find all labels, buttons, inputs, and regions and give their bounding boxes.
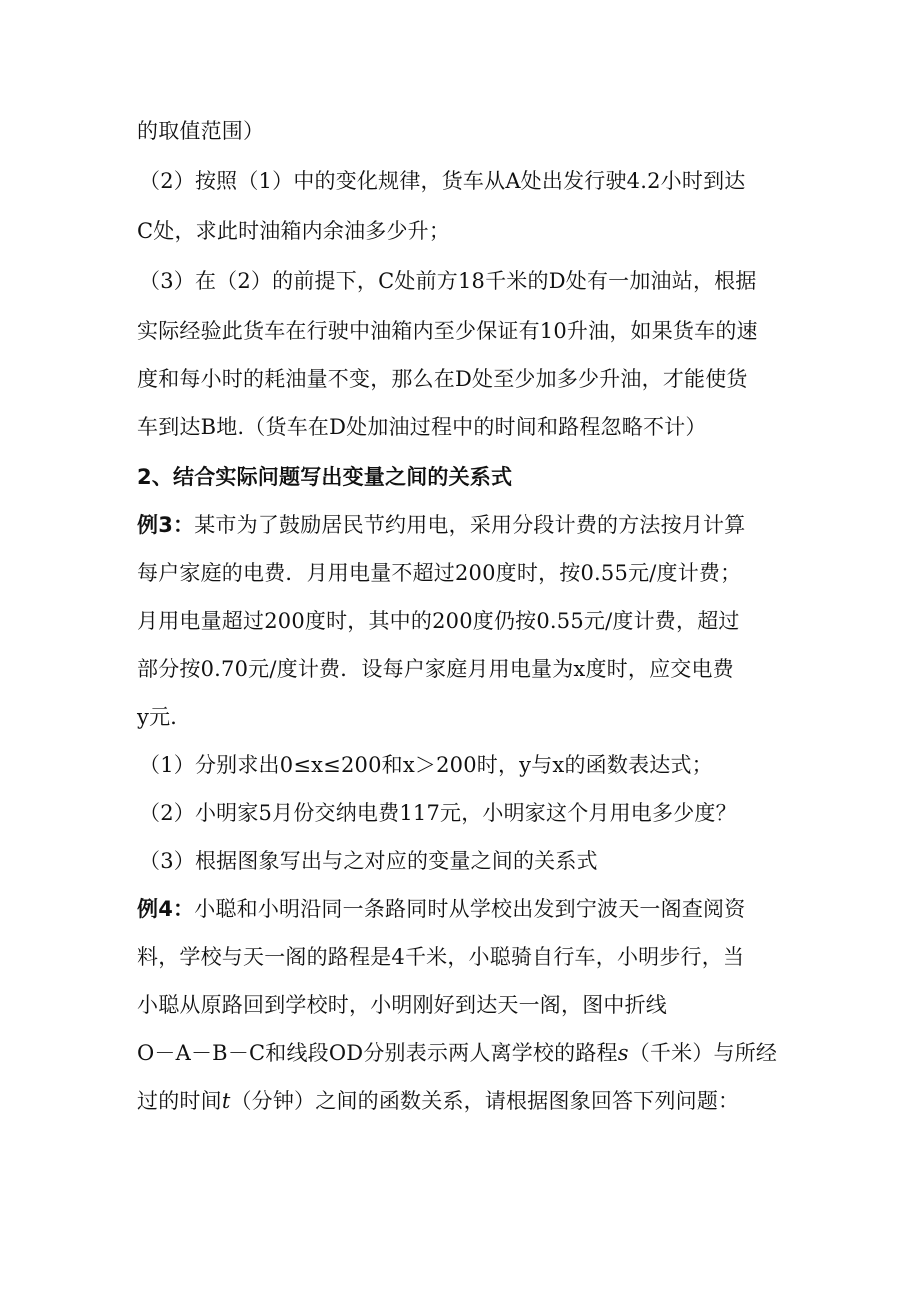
question-2: （2）按照（1）中的变化规律，货车从A处出发行驶4.2小时到达: [139, 169, 746, 193]
text-line: 的取值范围）: [137, 119, 265, 143]
text-line: C处，求此时油箱内余油多少升；: [137, 219, 451, 243]
text-line: y元．: [137, 705, 192, 729]
text-span: （千米）与所经: [628, 1041, 778, 1065]
text-line: 每户家庭的电费．月用电量不超过200度时，按0.55元/度计费；: [137, 561, 742, 585]
example-label: 例3：: [137, 513, 195, 537]
text-line: 部分按0.70元/度计费．设每户家庭月用电量为x度时，应交电费: [137, 657, 734, 681]
variable-s: s: [617, 1041, 629, 1065]
question-2: （2）小明家5月份交纳电费117元，小明家这个月用电多少度？: [139, 801, 737, 825]
text-span: 小聪和小明沿同一条路同时从学校出发到宁波天一阁查阅资: [194, 897, 746, 921]
question-3: （3）根据图象写出与之对应的变量之间的关系式: [139, 849, 598, 873]
question-3: （3）在（2）的前提下，C处前方18千米的D处有一加油站，根据: [139, 269, 757, 293]
text-span: 过的时间: [137, 1089, 222, 1113]
text-line: 实际经验此货车在行驶中油箱内至少保证有10升油，如果货车的速: [137, 319, 758, 343]
text-line: [137, 1038, 777, 1068]
variable-t: t: [221, 1089, 231, 1113]
question-1: （1）分别求出0≤x≤200和x＞200时，y与x的函数表达式；: [139, 753, 713, 777]
text-line: 料，学校与天一阁的路程是4千米，小聪骑自行车，小明步行，当: [137, 945, 745, 969]
text-line: 小聪从原路回到学校时，小明刚好到达天一阁，图中折线: [137, 993, 667, 1017]
text-line: [137, 1086, 739, 1116]
section-heading: 2、结合实际问题写出变量之间的关系式: [137, 465, 513, 489]
text-line: 月用电量超过200度时，其中的200度仍按0.55元/度计费，超过: [137, 609, 740, 633]
text-span: O－A－B－C和线段OD分别表示两人离学校的路程: [137, 1041, 618, 1065]
example-3-paragraph: [137, 510, 745, 540]
text-span: （分钟）之间的函数关系，请根据图象回答下列问题：: [230, 1089, 740, 1113]
text-line: 车到达B地.（货车在D处加油过程中的时间和路程忽略不计）: [137, 415, 707, 439]
text-line: 度和每小时的耗油量不变，那么在D处至少加多少升油，才能使货: [137, 367, 748, 391]
example-label: 例4：: [137, 897, 195, 921]
text-span: 某市为了鼓励居民节约用电，采用分段计费的方法按月计算: [194, 513, 746, 537]
example-4-paragraph: [137, 894, 745, 924]
